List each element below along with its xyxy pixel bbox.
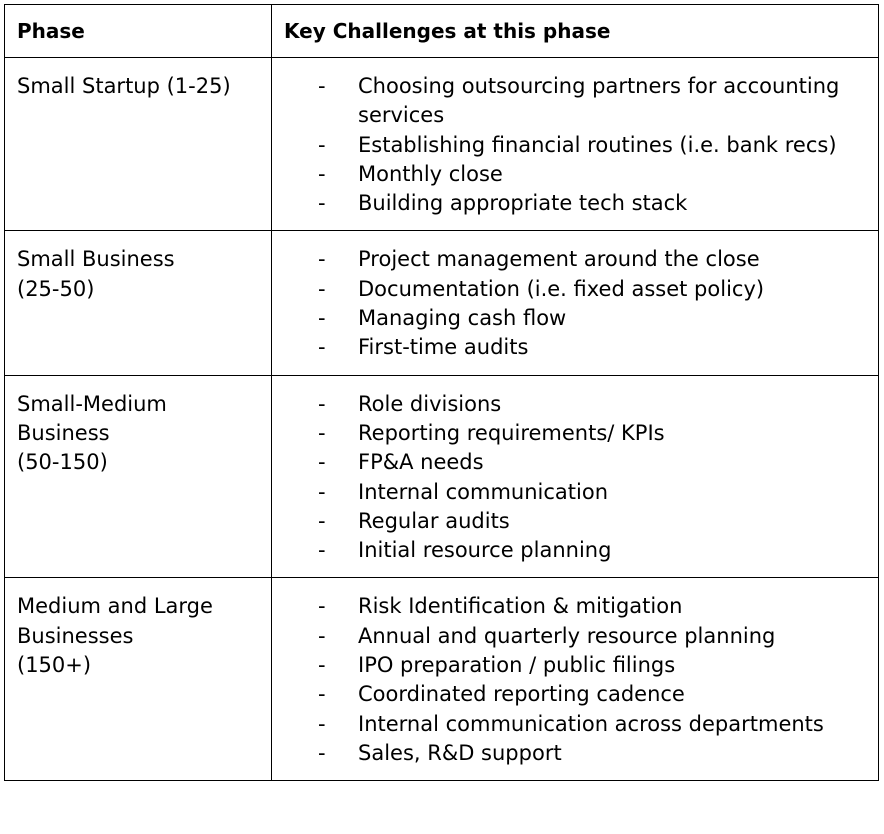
list-item bbox=[272, 536, 870, 565]
bullet-dash: - bbox=[318, 594, 326, 619]
phase-label-line: Small Startup (1-25) bbox=[17, 74, 231, 98]
phase-label-line: (150+) bbox=[17, 653, 92, 678]
list-item bbox=[272, 651, 870, 680]
list-item bbox=[272, 739, 870, 768]
bullet-dash: - bbox=[318, 711, 326, 736]
table-row bbox=[5, 375, 879, 578]
table-body bbox=[5, 58, 879, 781]
list-item bbox=[272, 448, 870, 477]
phase-label-line: (25-50) bbox=[17, 276, 95, 301]
phase-label-line: Business bbox=[17, 420, 110, 445]
bullet-dash: - bbox=[318, 623, 326, 648]
list-item bbox=[272, 131, 870, 160]
challenges-list bbox=[272, 592, 870, 768]
phase-cell bbox=[5, 375, 272, 578]
phase-label-line: Businesses bbox=[17, 623, 134, 648]
challenge-text: Documentation (i.e. fixed asset policy) bbox=[358, 276, 765, 301]
challenge-text: First-time audits bbox=[358, 335, 529, 360]
challenge-text: Reporting requirements/ KPIs bbox=[358, 420, 665, 445]
bullet-dash: - bbox=[318, 538, 326, 563]
challenge-text: Internal communication bbox=[358, 479, 609, 504]
bullet-dash: - bbox=[318, 74, 326, 98]
list-item bbox=[272, 680, 870, 709]
bullet-dash: - bbox=[318, 247, 326, 272]
challenges-cell bbox=[272, 58, 879, 231]
bullet-dash: - bbox=[318, 450, 326, 475]
table-row bbox=[5, 578, 879, 781]
bullet-dash: - bbox=[318, 653, 326, 678]
table-header-row bbox=[5, 5, 879, 58]
challenge-text: Building appropriate tech stack bbox=[358, 191, 688, 216]
challenge-text: Choosing outsourcing partners for accounting services bbox=[358, 74, 840, 128]
header-key-challenges: Key Challenges at this phase bbox=[272, 5, 879, 58]
list-item bbox=[272, 592, 870, 621]
phase-label-line: Small-Medium bbox=[17, 391, 167, 416]
list-item bbox=[272, 189, 870, 218]
header-phase: Phase bbox=[5, 5, 272, 58]
challenges-list bbox=[272, 245, 870, 362]
bullet-dash: - bbox=[318, 276, 326, 301]
table-row bbox=[5, 231, 879, 375]
challenges-list bbox=[272, 72, 870, 218]
challenge-text: FP&A needs bbox=[358, 450, 484, 475]
phase-cell bbox=[5, 578, 272, 781]
bullet-dash: - bbox=[318, 191, 326, 216]
challenge-text: Role divisions bbox=[358, 391, 502, 416]
bullet-dash: - bbox=[318, 682, 326, 707]
challenges-cell bbox=[272, 578, 879, 781]
bullet-dash: - bbox=[318, 306, 326, 331]
list-item bbox=[272, 478, 870, 507]
challenges-cell bbox=[272, 231, 879, 375]
list-item bbox=[272, 710, 870, 739]
bullet-dash: - bbox=[318, 740, 326, 765]
challenge-text: Coordinated reporting cadence bbox=[358, 682, 685, 707]
list-item bbox=[272, 390, 870, 419]
list-item bbox=[272, 160, 870, 189]
list-item bbox=[272, 333, 870, 362]
bullet-dash: - bbox=[318, 335, 326, 360]
challenge-text: Establishing financial routines (i.e. bank recs) bbox=[358, 132, 837, 157]
list-item bbox=[272, 622, 870, 651]
challenge-text: Monthly close bbox=[358, 161, 503, 186]
table-row bbox=[5, 58, 879, 231]
challenge-text: Annual and quarterly resource planning bbox=[358, 623, 776, 648]
challenge-text: Internal communication across departments bbox=[358, 711, 824, 736]
bullet-dash: - bbox=[318, 508, 326, 533]
phase-label-line: (50-150) bbox=[17, 450, 108, 475]
bullet-dash: - bbox=[318, 479, 326, 504]
phase-label-line: Small Business bbox=[17, 247, 175, 272]
bullet-dash: - bbox=[318, 420, 326, 445]
list-item bbox=[272, 304, 870, 333]
bullet-dash: - bbox=[318, 391, 326, 416]
phase-label-line: Medium and Large bbox=[17, 594, 213, 619]
list-item bbox=[272, 507, 870, 536]
bullet-dash: - bbox=[318, 161, 326, 186]
challenges-list bbox=[272, 390, 870, 566]
phase-challenges-table bbox=[4, 4, 879, 781]
list-item bbox=[272, 419, 870, 448]
list-item bbox=[272, 245, 870, 274]
challenge-text: Project management around the close bbox=[358, 247, 760, 272]
challenge-text: Managing cash flow bbox=[358, 306, 567, 331]
phase-cell bbox=[5, 231, 272, 375]
challenge-text: Sales, R&D support bbox=[358, 740, 562, 765]
challenge-text: Regular audits bbox=[358, 508, 510, 533]
challenge-text: Initial resource planning bbox=[358, 538, 612, 563]
phase-cell bbox=[5, 58, 272, 231]
challenges-cell bbox=[272, 375, 879, 578]
challenge-text: IPO preparation / public filings bbox=[358, 653, 676, 678]
challenge-text: Risk Identification & mitigation bbox=[358, 594, 683, 619]
list-item bbox=[272, 72, 870, 131]
list-item bbox=[272, 275, 870, 304]
bullet-dash: - bbox=[318, 132, 326, 157]
